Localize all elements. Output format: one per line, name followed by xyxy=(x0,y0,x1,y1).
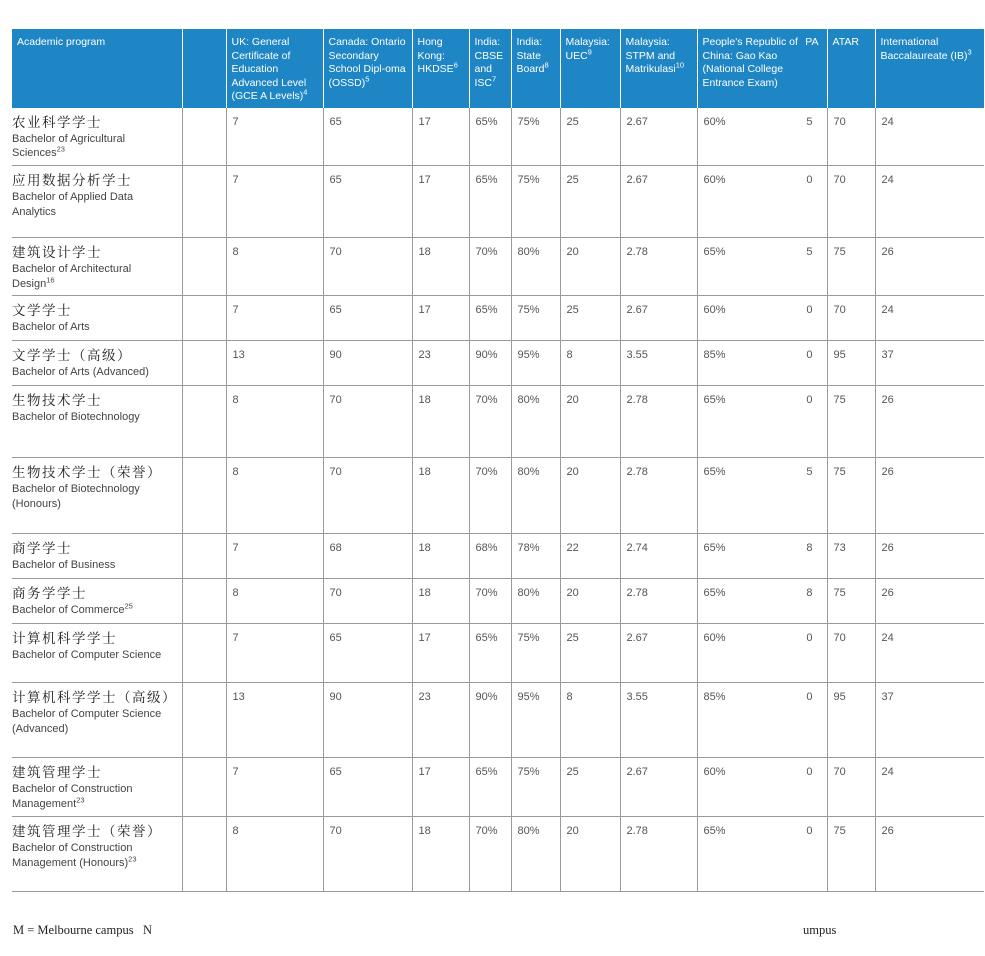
score-cell-ib: 37 xyxy=(875,341,984,386)
blank-cell xyxy=(182,341,226,386)
score-cell-uk: 13 xyxy=(226,341,323,386)
score-cell-atar: 75 xyxy=(827,579,875,624)
program-name-chinese: 建筑设计学士 xyxy=(12,245,102,261)
program-cell xyxy=(12,817,182,892)
score-cell-hk: 18 xyxy=(412,238,469,296)
blank-cell xyxy=(182,683,226,758)
score-cell-cbse: 65% xyxy=(469,296,511,341)
footer-campus-legend-right: umpus xyxy=(803,923,837,937)
score-cell-uk: 8 xyxy=(226,579,323,624)
score-cell-atar: 70 xyxy=(827,166,875,238)
score-cell-uk: 8 xyxy=(226,238,323,296)
score-cell-hk: 18 xyxy=(412,817,469,892)
score-cell-ca: 65 xyxy=(323,758,412,817)
score-cell-ib: 26 xyxy=(875,817,984,892)
program-name-english: Bachelor of Commerce$^{25}$ xyxy=(12,601,133,616)
score-cell-gaokao: 60% 0 xyxy=(697,166,827,238)
table-row xyxy=(12,534,984,579)
score-cell-uec: 25 xyxy=(560,758,620,817)
program-name-chinese: 商学学士 xyxy=(12,541,72,557)
pa-value: 0 xyxy=(806,304,813,316)
score-cell-ib: 24 xyxy=(875,758,984,817)
pa-value: 0 xyxy=(806,174,813,186)
score-cell-ca: 70 xyxy=(323,386,412,458)
score-cell-cbse: 65% xyxy=(469,758,511,817)
score-cell-uec: 25 xyxy=(560,166,620,238)
score-cell-stpm: 2.67 xyxy=(620,624,697,683)
table-row xyxy=(12,758,984,817)
header-china-gaokao: People's Republic of China: Gao Kao (National College Entrance Exam) PA xyxy=(697,29,827,108)
score-cell-uec: 20 xyxy=(560,458,620,534)
score-cell-ca: 90 xyxy=(323,341,412,386)
score-cell-uec: 20 xyxy=(560,386,620,458)
score-cell-ca: 65 xyxy=(323,624,412,683)
score-cell-cbse: 70% xyxy=(469,458,511,534)
score-cell-gaokao: 65% 8 xyxy=(697,534,827,579)
score-cell-hk: 18 xyxy=(412,458,469,534)
score-cell-stpm: 2.78 xyxy=(620,238,697,296)
score-cell-gaokao: 65% 5 xyxy=(697,238,827,296)
header-malaysia-uec: Malaysia: UEC$^9$ xyxy=(560,29,620,108)
score-cell-cbse: 65% xyxy=(469,108,511,166)
score-cell-hk: 17 xyxy=(412,296,469,341)
score-cell-gaokao: 65% 5 xyxy=(697,458,827,534)
table-row xyxy=(12,817,984,892)
program-name-chinese: 建筑管理学士（荣誉） xyxy=(12,824,162,840)
program-name-chinese: 建筑管理学士 xyxy=(12,765,102,781)
program-name-chinese: 文学学士（高级） xyxy=(12,348,132,364)
header-malaysia-stpm: Malaysia: STPM and Matrikulasi$^{10}$ xyxy=(620,29,697,108)
admission-requirements-table xyxy=(12,29,984,892)
score-cell-uk: 13 xyxy=(226,683,323,758)
program-name-english: Bachelor of Architectural Design$^{16}$ xyxy=(12,263,132,290)
program-cell xyxy=(12,386,182,458)
score-cell-gaokao: 60% 0 xyxy=(697,296,827,341)
score-cell-atar: 95 xyxy=(827,683,875,758)
score-cell-stpm: 3.55 xyxy=(620,683,697,758)
header-pa: PA xyxy=(805,36,819,48)
score-cell-hk: 18 xyxy=(412,386,469,458)
score-cell-uk: 7 xyxy=(226,166,323,238)
score-cell-ca: 65 xyxy=(323,108,412,166)
blank-cell xyxy=(182,386,226,458)
pa-value: 8 xyxy=(806,542,813,554)
program-name-english: Bachelor of Computer Science (Advanced) xyxy=(12,708,162,735)
score-cell-hk: 17 xyxy=(412,166,469,238)
score-cell-stpm: 2.78 xyxy=(620,579,697,624)
program-name-english: Bachelor of Arts xyxy=(12,321,90,333)
score-cell-hk: 18 xyxy=(412,579,469,624)
program-cell xyxy=(12,108,182,166)
footer-campus-legend: M = Melbourne campus N xyxy=(13,923,152,937)
score-cell-ib: 26 xyxy=(875,238,984,296)
score-cell-ib: 26 xyxy=(875,458,984,534)
program-cell xyxy=(12,534,182,579)
score-cell-sb: 95% xyxy=(511,683,560,758)
score-cell-ca: 65 xyxy=(323,296,412,341)
blank-cell xyxy=(182,624,226,683)
score-cell-uec: 22 xyxy=(560,534,620,579)
score-cell-gaokao: 60% 0 xyxy=(697,758,827,817)
blank-cell xyxy=(182,166,226,238)
blank-cell xyxy=(182,758,226,817)
score-cell-stpm: 2.78 xyxy=(620,386,697,458)
score-cell-sb: 75% xyxy=(511,166,560,238)
program-name-english: Bachelor of Computer Science xyxy=(12,649,162,661)
table-row xyxy=(12,296,984,341)
score-cell-sb: 75% xyxy=(511,108,560,166)
pa-value: 5 xyxy=(806,466,813,478)
table-row xyxy=(12,386,984,458)
program-name-chinese: 文学学士 xyxy=(12,303,72,319)
pa-value: 0 xyxy=(806,825,813,837)
score-cell-atar: 70 xyxy=(827,296,875,341)
score-cell-cbse: 70% xyxy=(469,386,511,458)
score-cell-ib: 24 xyxy=(875,166,984,238)
score-cell-sb: 75% xyxy=(511,758,560,817)
table-row xyxy=(12,683,984,758)
score-cell-ib: 24 xyxy=(875,296,984,341)
score-cell-stpm: 3.55 xyxy=(620,341,697,386)
pa-value: 0 xyxy=(806,632,813,644)
score-cell-gaokao: 60% 0 xyxy=(697,624,827,683)
score-cell-atar: 75 xyxy=(827,458,875,534)
score-cell-sb: 80% xyxy=(511,579,560,624)
score-cell-uec: 25 xyxy=(560,624,620,683)
pa-value: 0 xyxy=(806,691,813,703)
score-cell-cbse: 65% xyxy=(469,166,511,238)
score-cell-gaokao: 65% 8 xyxy=(697,579,827,624)
score-cell-hk: 18 xyxy=(412,534,469,579)
score-cell-uk: 8 xyxy=(226,817,323,892)
score-cell-ca: 68 xyxy=(323,534,412,579)
header-india-cbse: India: CBSE and ISC$^7$ xyxy=(469,29,511,108)
program-name-english: Bachelor of Construction Management$^{23}$ xyxy=(12,783,133,810)
score-cell-hk: 23 xyxy=(412,683,469,758)
score-cell-uk: 7 xyxy=(226,758,323,817)
program-cell xyxy=(12,683,182,758)
table-row xyxy=(12,238,984,296)
score-cell-sb: 95% xyxy=(511,341,560,386)
blank-cell xyxy=(182,817,226,892)
score-cell-ca: 65 xyxy=(323,166,412,238)
header-india-state: India: State Board$^8$ xyxy=(511,29,560,108)
header-academic-program: Academic program xyxy=(12,29,182,108)
pa-value: 5 xyxy=(806,115,813,128)
score-cell-ib: 24 xyxy=(875,624,984,683)
score-cell-uk: 8 xyxy=(226,386,323,458)
score-cell-atar: 70 xyxy=(827,624,875,683)
score-cell-cbse: 70% xyxy=(469,817,511,892)
score-cell-hk: 17 xyxy=(412,758,469,817)
score-cell-gaokao: 85% 0 xyxy=(697,341,827,386)
score-cell-atar: 75 xyxy=(827,817,875,892)
score-cell-gaokao: 60% 5 xyxy=(697,108,827,166)
score-cell-gaokao: 65% 0 xyxy=(697,386,827,458)
program-name-english: Bachelor of Construction Management (Honours)$^{23}$ xyxy=(12,842,137,869)
program-name-chinese: 生物技术学士 xyxy=(12,393,102,409)
score-cell-sb: 75% xyxy=(511,296,560,341)
program-name-english: Bachelor of Biotechnology (Honours) xyxy=(12,483,140,510)
header-uk: UK: General Certificate of Education Advanced Level (GCE A Levels)$^4$ xyxy=(226,29,323,108)
score-cell-uec: 25 xyxy=(560,108,620,166)
header-atar: ATAR xyxy=(827,29,875,108)
program-cell xyxy=(12,458,182,534)
score-cell-sb: 80% xyxy=(511,817,560,892)
score-cell-ca: 90 xyxy=(323,683,412,758)
score-cell-uk: 7 xyxy=(226,534,323,579)
score-cell-hk: 17 xyxy=(412,624,469,683)
score-cell-cbse: 70% xyxy=(469,238,511,296)
program-name-chinese: 计算机科学学士（高级） xyxy=(12,690,177,706)
score-cell-sb: 78% xyxy=(511,534,560,579)
score-cell-ib: 24 xyxy=(875,108,984,166)
score-cell-stpm: 2.74 xyxy=(620,534,697,579)
blank-cell xyxy=(182,579,226,624)
table-row xyxy=(12,579,984,624)
score-cell-stpm: 2.78 xyxy=(620,817,697,892)
program-cell xyxy=(12,296,182,341)
score-cell-ib: 26 xyxy=(875,534,984,579)
score-cell-cbse: 70% xyxy=(469,579,511,624)
score-cell-gaokao: 65% 0 xyxy=(697,817,827,892)
blank-cell xyxy=(182,458,226,534)
score-cell-atar: 73 xyxy=(827,534,875,579)
program-name-chinese: 生物技术学士（荣誉） xyxy=(12,465,162,481)
table-row xyxy=(12,166,984,238)
pa-value: 0 xyxy=(806,349,813,361)
score-cell-cbse: 65% xyxy=(469,624,511,683)
blank-cell xyxy=(182,296,226,341)
score-cell-stpm: 2.78 xyxy=(620,458,697,534)
pa-value: 8 xyxy=(806,587,813,599)
blank-cell xyxy=(182,108,226,166)
score-cell-ib: 26 xyxy=(875,579,984,624)
score-cell-uec: 25 xyxy=(560,296,620,341)
table-row xyxy=(12,108,984,166)
score-cell-sb: 75% xyxy=(511,624,560,683)
table-row xyxy=(12,624,984,683)
score-cell-sb: 80% xyxy=(511,458,560,534)
score-cell-hk: 23 xyxy=(412,341,469,386)
program-cell xyxy=(12,341,182,386)
program-cell xyxy=(12,579,182,624)
pa-value: 5 xyxy=(806,246,813,258)
score-cell-cbse: 90% xyxy=(469,341,511,386)
score-cell-uk: 7 xyxy=(226,624,323,683)
program-name-chinese: 应用数据分析学士 xyxy=(12,173,132,189)
program-name-english: Bachelor of Arts (Advanced) xyxy=(12,366,149,378)
program-name-chinese: 农业科学学士 xyxy=(12,114,102,131)
blank-cell xyxy=(182,238,226,296)
score-cell-atar: 70 xyxy=(827,108,875,166)
score-cell-ca: 70 xyxy=(323,579,412,624)
header-hong-kong: Hong Kong: HKDSE$^6$ xyxy=(412,29,469,108)
score-cell-ca: 70 xyxy=(323,817,412,892)
score-cell-stpm: 2.67 xyxy=(620,758,697,817)
program-name-english: Bachelor of Applied Data Analytics xyxy=(12,191,134,218)
program-name-chinese: 商务学学士 xyxy=(12,586,87,602)
score-cell-uec: 20 xyxy=(560,817,620,892)
score-cell-uec: 8 xyxy=(560,683,620,758)
header-canada: Canada: Ontario Secondary School Dipl-oma (OSSD)$^5$ xyxy=(323,29,412,108)
score-cell-uec: 20 xyxy=(560,579,620,624)
score-cell-ib: 37 xyxy=(875,683,984,758)
table-row xyxy=(12,341,984,386)
score-cell-atar: 75 xyxy=(827,238,875,296)
score-cell-sb: 80% xyxy=(511,386,560,458)
score-cell-stpm: 2.67 xyxy=(620,166,697,238)
blank-cell xyxy=(182,534,226,579)
program-name-english: Bachelor of Biotechnology xyxy=(12,411,140,423)
score-cell-atar: 70 xyxy=(827,758,875,817)
score-cell-hk: 17 xyxy=(412,108,469,166)
score-cell-sb: 80% xyxy=(511,238,560,296)
score-cell-cbse: 68% xyxy=(469,534,511,579)
program-cell xyxy=(12,166,182,238)
score-cell-stpm: 2.67 xyxy=(620,108,697,166)
header-row xyxy=(12,29,984,108)
score-cell-atar: 75 xyxy=(827,386,875,458)
header-ib: International Baccalaureate (IB)$^3$ xyxy=(875,29,984,108)
program-name-english: Bachelor of Business xyxy=(12,559,116,571)
score-cell-gaokao: 85% 0 xyxy=(697,683,827,758)
pa-value: 0 xyxy=(806,394,813,406)
score-cell-uec: 20 xyxy=(560,238,620,296)
score-cell-uec: 8 xyxy=(560,341,620,386)
header-blank xyxy=(182,29,226,108)
score-cell-ca: 70 xyxy=(323,238,412,296)
score-cell-ib: 26 xyxy=(875,386,984,458)
score-cell-uk: 8 xyxy=(226,458,323,534)
program-name-english: Bachelor of Agricultural Sciences$^{23}$ xyxy=(12,132,126,159)
program-name-chinese: 计算机科学学士 xyxy=(12,631,117,647)
score-cell-stpm: 2.67 xyxy=(620,296,697,341)
score-cell-uk: 7 xyxy=(226,296,323,341)
score-cell-uk: 7 xyxy=(226,108,323,166)
score-cell-cbse: 90% xyxy=(469,683,511,758)
score-cell-ca: 70 xyxy=(323,458,412,534)
score-cell-atar: 95 xyxy=(827,341,875,386)
table-row xyxy=(12,458,984,534)
pa-value: 0 xyxy=(806,766,813,778)
program-cell xyxy=(12,624,182,683)
program-cell xyxy=(12,238,182,296)
program-cell xyxy=(12,758,182,817)
